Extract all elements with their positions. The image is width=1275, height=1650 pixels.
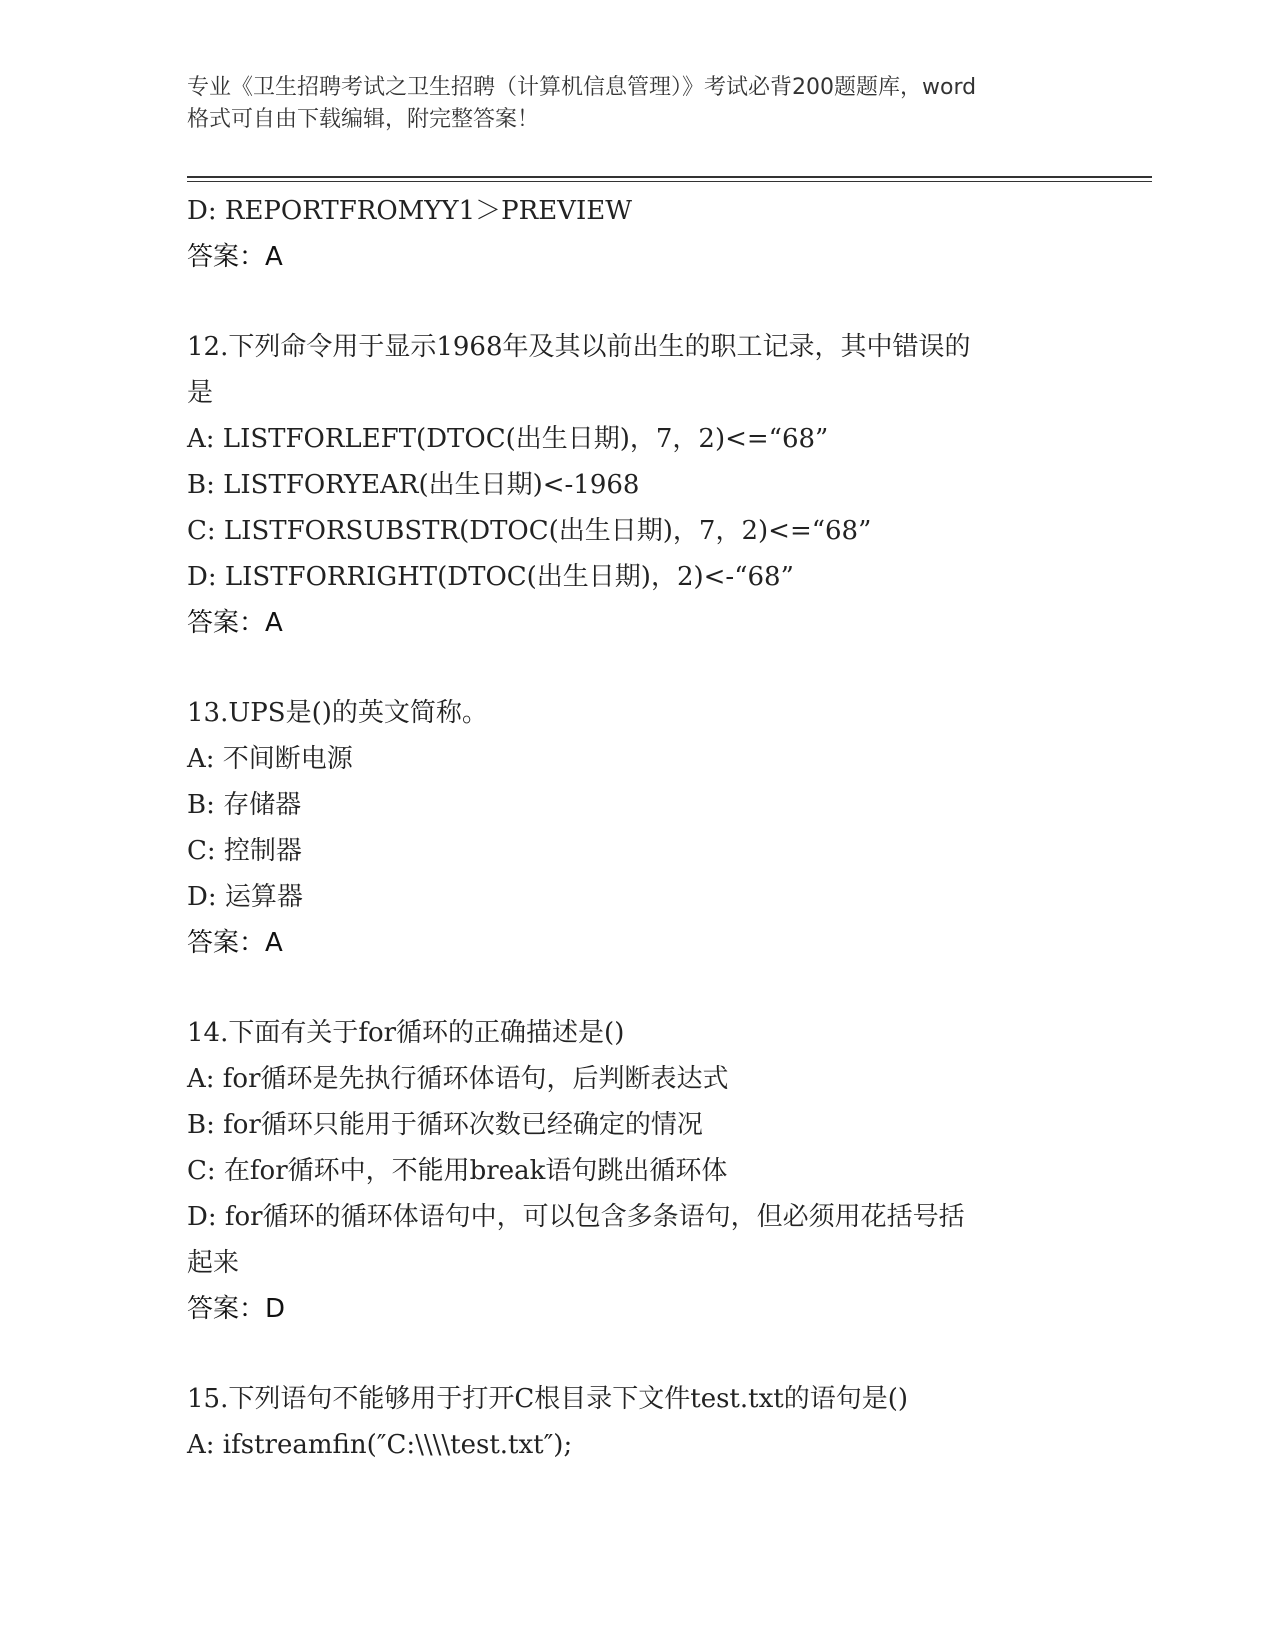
- answer: 答案：A: [187, 242, 283, 272]
- option-d-continued: 起来: [187, 1248, 240, 1278]
- option-a: A: for循环是先执行循环体语句，后判断表达式: [187, 1064, 729, 1094]
- option-c: C: LISTFORSUBSTR(DTOC(出生日期)，7，2)<=“68”: [187, 516, 872, 546]
- question-text: 14.下面有关于for循环的正确描述是(): [187, 1018, 625, 1048]
- option-b: B: 存储器: [187, 790, 302, 820]
- option-a: A: LISTFORLEFT(DTOC(出生日期)，7，2)<=“68”: [187, 424, 829, 454]
- option-d: D: 运算器: [187, 882, 303, 912]
- question-text-continued: 是: [187, 378, 214, 408]
- header-divider-thick: [187, 176, 1152, 178]
- question-text: 15.下列语句不能够用于打开C根目录下文件test.txt的语句是(): [187, 1384, 908, 1414]
- answer: 答案：A: [187, 608, 283, 638]
- question-14: [187, 1010, 1087, 1332]
- question-12: [187, 324, 1087, 646]
- answer: 答案：D: [187, 1294, 286, 1324]
- option-d: D: LISTFORRIGHT(DTOC(出生日期)，2)<-“68”: [187, 562, 794, 592]
- question-15: [187, 1376, 1087, 1468]
- question-11-tail: [187, 188, 1087, 280]
- question-text: 13.UPS是()的英文简称。: [187, 698, 488, 728]
- answer: 答案：A: [187, 928, 283, 958]
- option-d: D: REPORTFROMYY1＞PREVIEW: [187, 196, 632, 226]
- header-divider-thin: [187, 181, 1152, 182]
- question-text: 12.下列命令用于显示1968年及其以前出生的职工记录，其中错误的: [187, 332, 971, 362]
- document-header: [187, 72, 1087, 136]
- option-c: C: 在for循环中，不能用break语句跳出循环体: [187, 1156, 728, 1186]
- header-line-2: 格式可自由下载编辑，附完整答案！: [187, 107, 540, 132]
- option-a: A: ifstreamfin(″C:\\\\test.txt″);: [187, 1430, 573, 1460]
- question-13: [187, 690, 1087, 966]
- option-a: A: 不间断电源: [187, 744, 353, 774]
- option-c: C: 控制器: [187, 836, 302, 866]
- option-d: D: for循环的循环体语句中，可以包含多条语句，但必须用花括号括: [187, 1202, 965, 1232]
- option-b: B: LISTFORYEAR(出生日期)<-1968: [187, 470, 640, 500]
- header-line-1: 专业《卫生招聘考试之卫生招聘（计算机信息管理）》考试必背200题题库，word: [187, 75, 977, 100]
- option-b: B: for循环只能用于循环次数已经确定的情况: [187, 1110, 703, 1140]
- question-list: [187, 188, 1087, 1468]
